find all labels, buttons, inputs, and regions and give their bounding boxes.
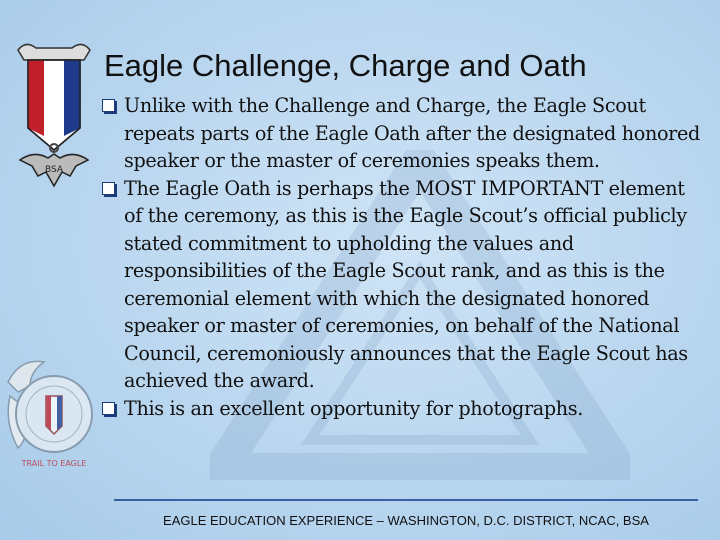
eagle-head-emblem-icon — [0, 352, 108, 470]
emblem-caption: TRAIL TO EAGLE — [21, 459, 87, 468]
eagle-scout-medal-icon — [14, 36, 94, 188]
slide-title: Eagle Challenge, Charge and Oath — [104, 48, 587, 83]
bullet-item — [100, 175, 705, 395]
bullet-text: Unlike with the Challenge and Charge, the Eagle Scout repeats parts of the Eagle Oath after the designated honored speaker or the master of ceremonies speaks them. — [124, 94, 700, 172]
bullet-item — [100, 395, 705, 423]
bullet-text: The Eagle Oath is perhaps the MOST IMPORTANT element of the ceremony, as this is the Eagle Scout’s official publicly stated commitment to upholding the values and responsibilities of the Eagle Scout rank, and as this is the ceremonial element with which the designated honored speaker or master of ceremonies, on behalf of the National Council, ceremoniously announces that the Eagle Scout has achieved the award. — [124, 176, 688, 392]
bullet-text: This is an excellent opportunity for photographs. — [124, 396, 584, 420]
footer-divider — [114, 499, 698, 501]
svg-text:BSA: BSA — [44, 165, 64, 175]
bullet-list — [100, 92, 705, 422]
bullet-item — [100, 92, 705, 175]
checkbox-bullet-icon — [102, 182, 115, 195]
checkbox-bullet-icon — [102, 402, 115, 415]
checkbox-bullet-icon — [102, 99, 115, 112]
slide-footer: EAGLE EDUCATION EXPERIENCE – WASHINGTON, D.C. DISTRICT, NCAC, BSA — [163, 513, 649, 528]
